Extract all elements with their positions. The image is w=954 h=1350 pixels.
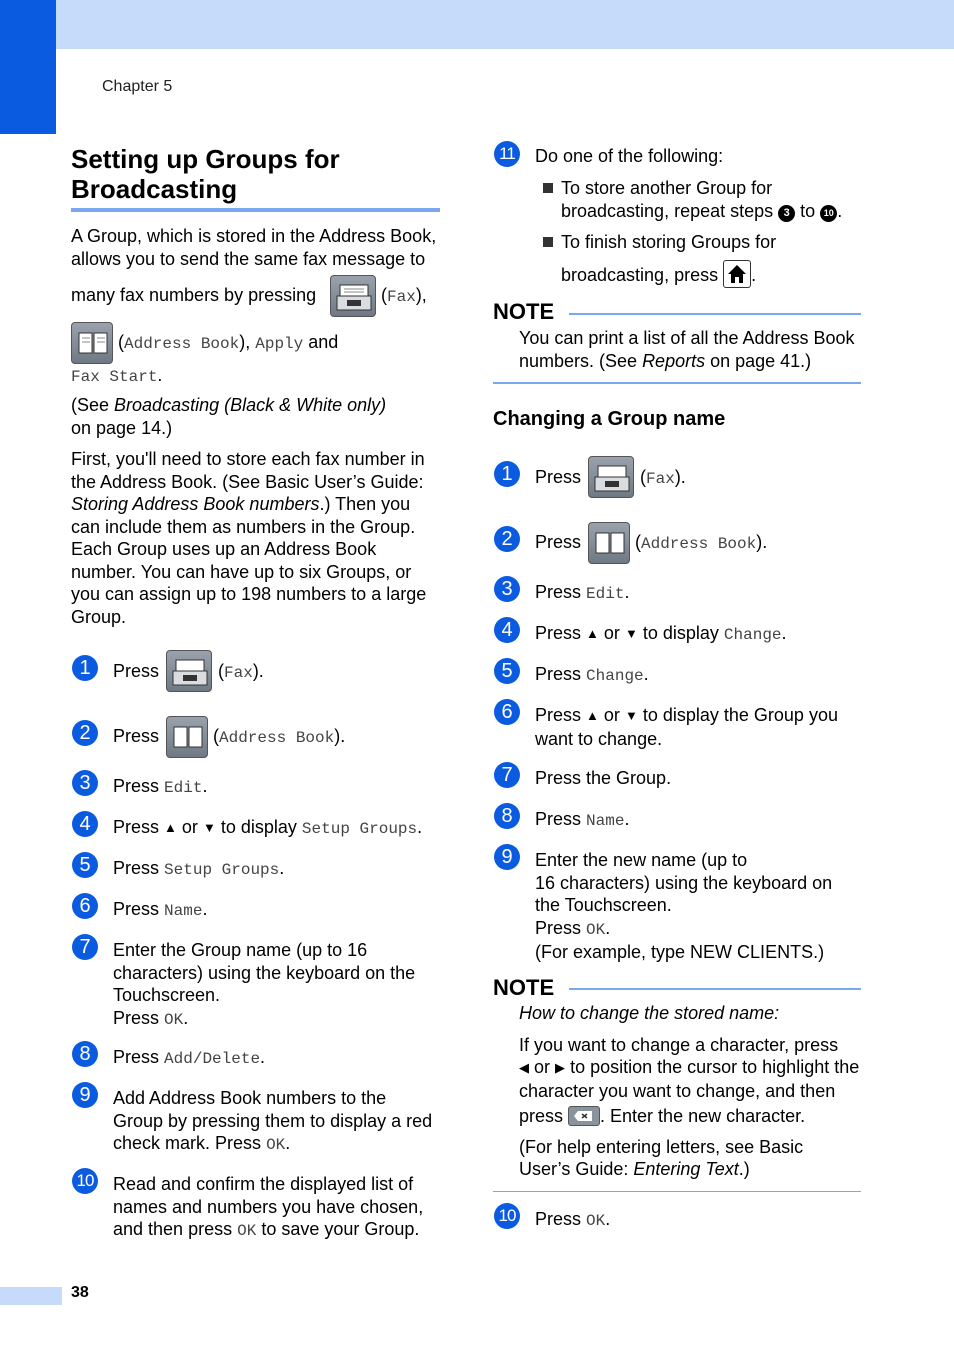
ok-code: OK: [586, 920, 606, 939]
section-title-line2: Broadcasting: [71, 174, 238, 204]
step-text: [535, 704, 865, 750]
header-band: [0, 0, 954, 49]
intro-paragraph: [71, 225, 451, 270]
step-code: [640, 466, 686, 491]
step-text: Do one of the following:: [535, 146, 724, 166]
step-line: Read and confirm the displayed list of: [113, 1174, 414, 1194]
para-line: First, you'll need to store each fax number in: [71, 449, 425, 469]
bullet-icon: [543, 183, 553, 193]
step-number: 7: [72, 934, 98, 960]
step-text: Press: [535, 467, 582, 487]
intro-line: A Group, which is stored in the Address Book,: [71, 226, 437, 246]
step-line: Enter the Group name (up to 16: [113, 940, 368, 960]
display-text: to display: [642, 623, 719, 643]
step-line: check mark. Press: [113, 1133, 262, 1153]
step-code: [213, 725, 345, 750]
para-line: can include them as numbers in the Group.: [71, 516, 416, 537]
step-line: characters) using the keyboard on the: [113, 962, 416, 983]
see-text: (See: [71, 395, 115, 415]
step-text: [113, 1173, 453, 1243]
step-line: Touchscreen.: [113, 985, 221, 1005]
address-book-icon: [588, 522, 630, 564]
step-text: [113, 775, 207, 800]
paren: ).: [756, 532, 768, 552]
step-line: want to change.: [535, 728, 663, 749]
section-title-line1: Setting up Groups for: [71, 144, 340, 174]
step-number: 3: [72, 770, 98, 796]
paren: (: [381, 285, 387, 305]
fax-icon: [166, 650, 212, 692]
note-bottom-rule: [493, 382, 861, 384]
paren: ).: [252, 661, 264, 681]
note-line: (For help entering letters, see Basic: [519, 1136, 804, 1157]
step-ref-icon: 3: [778, 205, 795, 222]
step-ref-icon: 10: [820, 205, 837, 222]
note-italic: How to change the stored name:: [519, 1003, 780, 1023]
fax-icon: [330, 275, 376, 317]
up-arrow-icon: ▲: [164, 820, 177, 835]
bullet-item: [561, 231, 861, 288]
step-number: 4: [72, 811, 98, 837]
and-text: and: [308, 332, 339, 352]
period: .: [837, 200, 843, 221]
backspace-icon: [568, 1106, 600, 1126]
press-text: Press: [113, 776, 160, 796]
paren: ),: [415, 285, 427, 305]
note-line: . Enter the new character.: [600, 1106, 806, 1126]
period: .: [624, 582, 630, 602]
intro-fax-start: [71, 364, 162, 389]
down-arrow-icon: ▼: [202, 820, 216, 835]
period: .: [781, 623, 787, 643]
para-line: Each Group uses up an Address Book: [71, 539, 377, 559]
display-text: to display the Group you: [642, 705, 838, 725]
intro-line: allows you to send the same fax message to: [71, 248, 426, 269]
change-code: Change: [723, 626, 782, 644]
step-text: [113, 898, 207, 923]
address-book-code: Address Book: [641, 535, 757, 553]
step-text: [113, 857, 284, 882]
period: .: [624, 809, 630, 829]
step-text: [535, 663, 649, 688]
press-text: Press: [535, 1209, 582, 1229]
step-text: [113, 1087, 453, 1157]
step-line: (For example, type NEW CLIENTS.): [535, 942, 825, 962]
step-number: 9: [72, 1082, 98, 1108]
bullet-line: To finish storing Groups for: [561, 232, 777, 252]
step-code: [635, 531, 767, 556]
step-number: 8: [72, 1041, 98, 1067]
step-text: [113, 939, 453, 1031]
step-number: 3: [494, 576, 520, 602]
period: .: [157, 365, 163, 385]
name-code: Name: [164, 902, 203, 920]
note-rule: [569, 313, 861, 315]
press-text: Press: [113, 858, 160, 878]
step-number: 5: [72, 852, 98, 878]
paren: (: [218, 661, 224, 681]
bullet-item: [561, 177, 861, 222]
setup-groups-code: Setup Groups: [301, 820, 418, 838]
step-line: names and numbers you have chosen,: [113, 1196, 424, 1217]
page-number: 38: [71, 1284, 89, 1301]
step-text: [535, 1208, 610, 1233]
subsection-title: Changing a Group name: [493, 408, 726, 430]
para-line: Group.: [71, 606, 127, 627]
see-page: on page 14.): [71, 417, 173, 438]
step-line: 16 characters) using the keyboard on: [535, 872, 833, 893]
step-number: 9: [494, 844, 520, 870]
step-text: [113, 816, 422, 841]
note-line: on page 41.): [705, 350, 812, 371]
see-link: Broadcasting (Black & White only): [114, 395, 387, 415]
period: .: [643, 664, 649, 684]
step-number: 11: [494, 141, 520, 167]
step-text: Press: [113, 726, 160, 746]
fax-code: Fax: [387, 288, 416, 306]
intro-see-reference: [71, 394, 451, 439]
period: .: [417, 817, 423, 837]
edit-code: Edit: [586, 585, 625, 603]
note-line: User’s Guide:: [519, 1159, 634, 1179]
note-body: [519, 327, 864, 372]
bullet-line: broadcasting, press: [561, 264, 719, 285]
paren: ).: [674, 467, 686, 487]
period: .: [285, 1133, 291, 1153]
step-text: [535, 581, 629, 606]
step-text: Press: [113, 661, 160, 681]
ok-code: OK: [266, 1136, 286, 1154]
note-rule: [569, 988, 861, 990]
step-number: 6: [72, 893, 98, 919]
add-delete-code: Add/Delete: [164, 1050, 261, 1068]
period: .: [202, 899, 208, 919]
intro-fax-label: [381, 284, 427, 309]
step-number: 1: [72, 655, 98, 681]
name-code: Name: [586, 812, 625, 830]
step-line: Enter the new name (up to: [535, 850, 748, 870]
step-number: 8: [494, 803, 520, 829]
address-book-icon: [71, 322, 113, 364]
fax-code: Fax: [224, 664, 253, 682]
step-text: [113, 1046, 265, 1071]
step-number: 6: [494, 699, 520, 725]
step-line: Add Address Book numbers to the: [113, 1088, 387, 1108]
step-line: to save your Group.: [261, 1219, 420, 1239]
step-number: 10: [494, 1203, 520, 1229]
step-number: 4: [494, 617, 520, 643]
paren: ),: [239, 332, 251, 352]
step-text: Press the Group.: [535, 768, 672, 788]
or-text: or: [603, 705, 620, 725]
note-line: numbers. (See: [519, 350, 643, 371]
chapter-tab: [0, 0, 56, 134]
step-number: 2: [72, 720, 98, 746]
period: .: [605, 1209, 611, 1229]
para-italic: Storing Address Book numbers: [71, 494, 320, 514]
period: .: [260, 1047, 266, 1067]
chapter-label: Chapter 5: [102, 78, 173, 95]
note-heading: NOTE: [493, 975, 555, 1000]
note-bottom-rule: [493, 1191, 861, 1192]
note-italic: Entering Text: [633, 1159, 739, 1179]
up-arrow-icon: ▲: [586, 708, 599, 723]
press-text: Press: [535, 664, 582, 684]
note-line: You can print a list of all the Address Book: [519, 328, 855, 348]
step-line: the Touchscreen.: [535, 895, 672, 915]
setup-groups-code: Setup Groups: [164, 861, 280, 879]
change-code: Change: [586, 667, 644, 685]
paren: ).: [334, 726, 346, 746]
paragraph-2: [71, 448, 451, 628]
address-book-icon: [166, 716, 208, 758]
step-text: [535, 808, 629, 833]
note-line: press: [519, 1106, 564, 1126]
paren: (: [118, 332, 124, 352]
home-icon: [723, 260, 751, 288]
or-text: or: [181, 817, 198, 837]
step-code: [218, 660, 264, 685]
period: .: [202, 776, 208, 796]
step-number: 5: [494, 658, 520, 684]
para-line: the Address Book. (See Basic User’s Guide:: [71, 471, 424, 492]
display-text: to display: [220, 817, 297, 837]
note-heading: NOTE: [493, 299, 555, 324]
right-arrow-icon: ▶: [555, 1060, 566, 1075]
intro-text: many fax numbers by pressing: [71, 285, 317, 305]
period: .: [279, 858, 285, 878]
press-text: Press: [113, 817, 160, 837]
para-line: you can assign up to 198 numbers to a large: [71, 584, 427, 604]
press-text: Press: [113, 1007, 160, 1028]
step-text: [535, 849, 865, 964]
title-rule: [71, 208, 440, 212]
note-line: character you want to change, and then: [519, 1080, 836, 1101]
down-arrow-icon: ▼: [624, 708, 638, 723]
press-text: Press: [113, 1047, 160, 1067]
note-line: If you want to change a character, press: [519, 1034, 839, 1055]
up-arrow-icon: ▲: [586, 626, 599, 641]
press-text: Press: [535, 705, 582, 725]
press-text: Press: [535, 917, 582, 938]
paren: (: [640, 467, 646, 487]
paren: (: [213, 726, 219, 746]
note-line: .): [738, 1159, 750, 1179]
step-number: 2: [494, 526, 520, 552]
para-line: number. You can have up to six Groups, or: [71, 561, 412, 582]
bullet-icon: [543, 237, 553, 247]
step-line: and then press: [113, 1219, 233, 1239]
step-number: 10: [72, 1168, 98, 1194]
step-number: 1: [494, 461, 520, 487]
section-title: [71, 144, 441, 204]
ok-code: OK: [586, 1212, 606, 1230]
press-text: Press: [535, 809, 582, 829]
fax-icon: [588, 456, 634, 498]
period: .: [751, 264, 757, 285]
to-text: to: [800, 200, 816, 221]
step-text: Press: [535, 532, 582, 552]
intro-address-line: [118, 331, 338, 356]
step-text: [535, 622, 787, 647]
note-line: to position the cursor to highlight the: [570, 1057, 860, 1077]
press-text: Press: [535, 623, 582, 643]
ok-code: OK: [164, 1010, 184, 1029]
bullet-line: To store another Group for: [561, 178, 773, 198]
or-text: or: [603, 623, 620, 643]
intro-line-fax: [71, 284, 316, 307]
edit-code: Edit: [164, 779, 203, 797]
fax-start-code: Fax Start: [71, 368, 158, 386]
period: .: [605, 917, 611, 938]
fax-code: Fax: [646, 470, 675, 488]
address-book-code: Address Book: [124, 335, 240, 353]
down-arrow-icon: ▼: [624, 626, 638, 641]
footer-band: [0, 1287, 62, 1305]
ok-code: OK: [237, 1222, 257, 1240]
bullet-line: broadcasting, repeat steps: [561, 200, 774, 221]
note-body: [519, 1002, 864, 1181]
apply-code: Apply: [255, 335, 304, 353]
address-book-code: Address Book: [219, 729, 335, 747]
press-text: Press: [535, 582, 582, 602]
para-line: .) Then you: [319, 494, 411, 514]
paren: (: [635, 532, 641, 552]
or-text: or: [534, 1057, 551, 1077]
note-italic: Reports: [642, 350, 706, 371]
step-line: Group by pressing them to display a red: [113, 1110, 433, 1131]
left-arrow-icon: ◀: [519, 1060, 529, 1075]
press-text: Press: [113, 899, 160, 919]
step-number: 7: [494, 762, 520, 788]
period: .: [183, 1007, 189, 1028]
